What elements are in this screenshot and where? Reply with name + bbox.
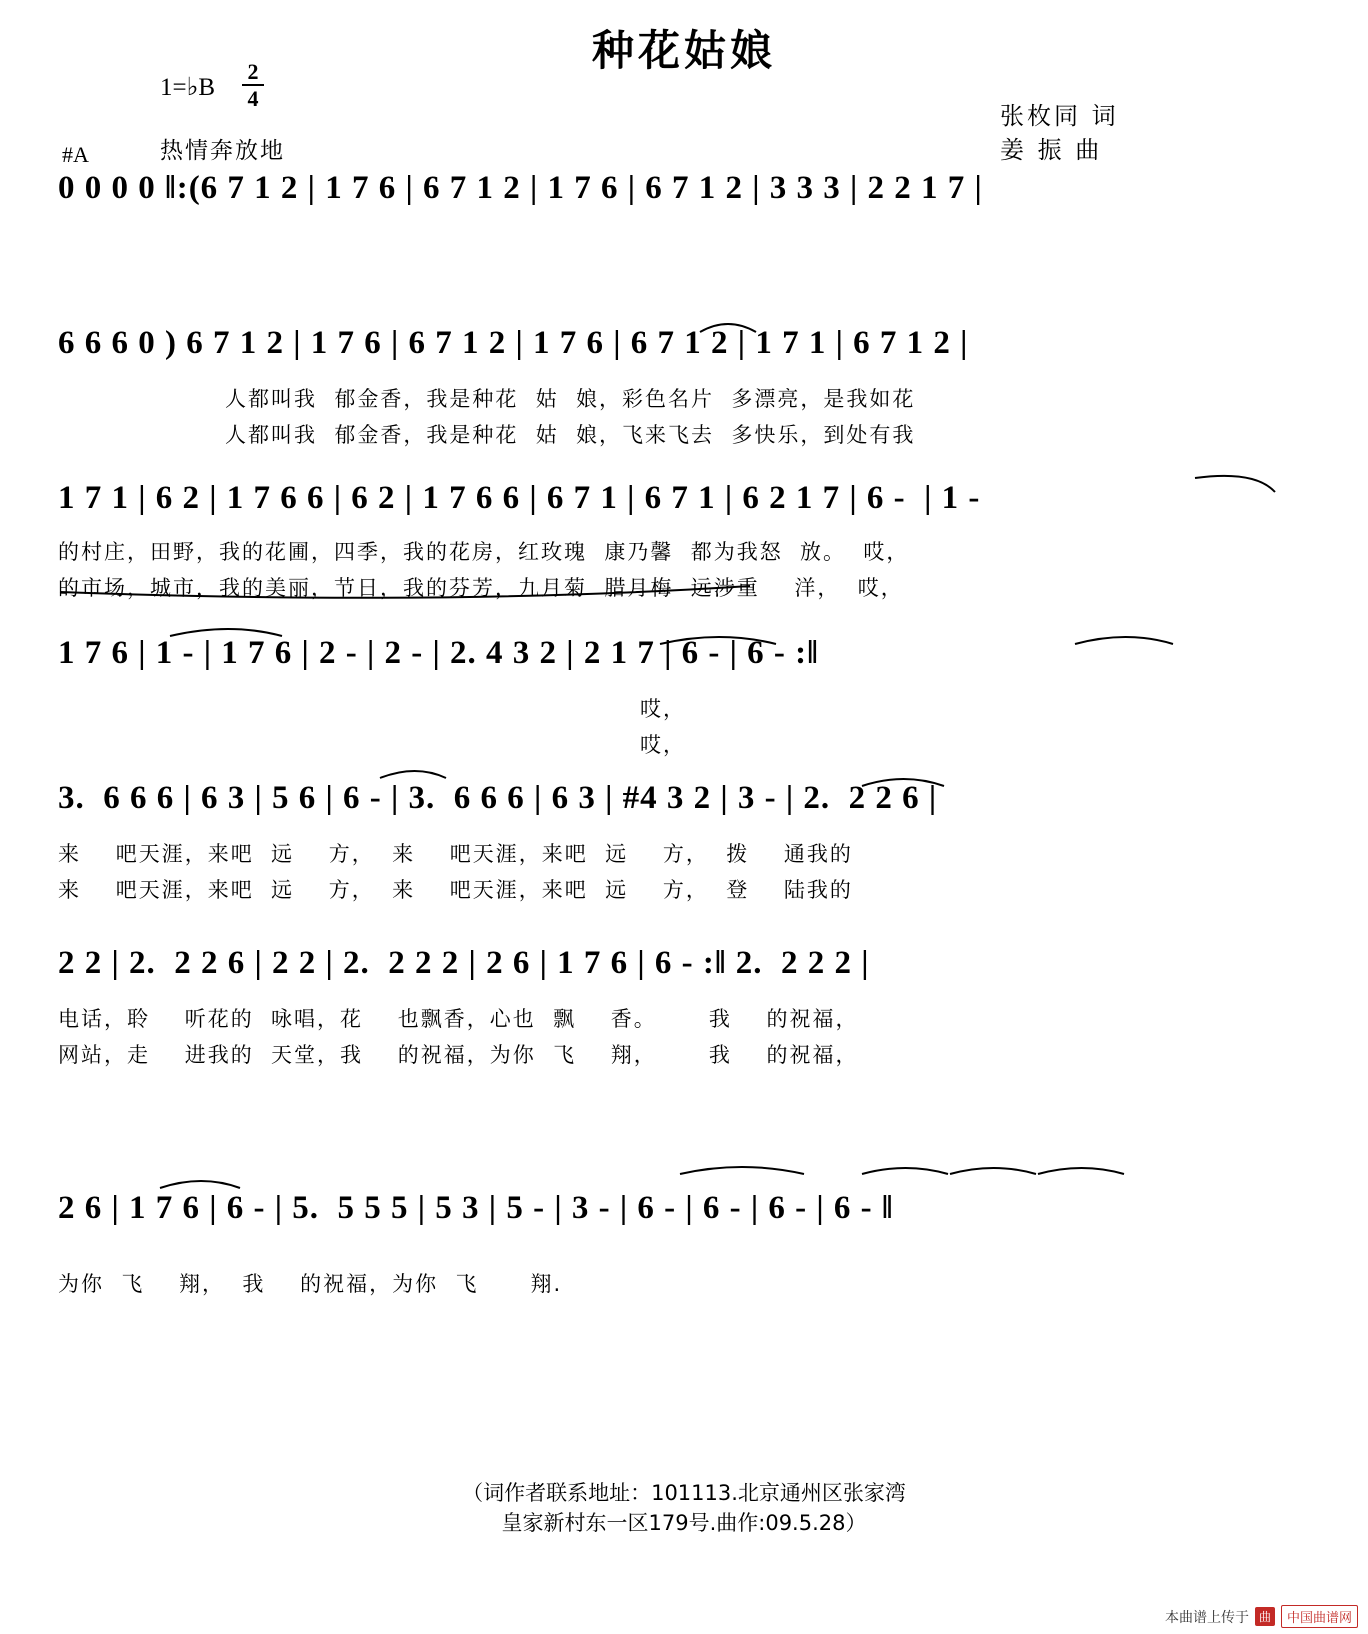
lyric-line: 人都叫我 郁金香，我是种花 姑 娘，彩色名片 多漂亮，是我如花 [225,387,916,411]
lyricist-credit: 张枚同 词 [1000,102,1119,130]
chord-mark: #A [62,142,89,167]
note-row: 3. 6 6 6 | 6 3 | 5 6 | 6 - | 3. 6 6 6 | 6 3 | #4 3 2 | 3 - | 2. 2 2 6 | [58,780,938,816]
watermark [1165,1605,1358,1628]
lyric-line: 的市场，城市，我的美丽，节日，我的芬芳，九月菊 腊月梅 远涉重 洋， 哎， [58,576,904,600]
time-signature [236,60,270,110]
key-signature: 1=♭B [160,74,216,101]
lyric-line: 电话，聆 听花的 咏唱，花 也飘香，心也 飘 香。 我 的祝福， [58,1007,859,1031]
note-row: 1 7 1 | 6 2 | 1 7 6 6 | 6 2 | 1 7 6 6 | 6 7 1 | 6 7 1 | 6 2 1 7 | 6 - | 1 - [58,480,981,516]
footer-line-2: 皇家新村东一区179号.曲作:09.5.28） [501,1511,867,1536]
lyric-line: 来 吧天涯，来吧 远 方， 来 吧天涯，来吧 远 方， 拨 通我的 [58,842,853,866]
watermark-badge-icon: 曲 [1255,1607,1275,1626]
lyric-line: 的村庄，田野，我的花圃，四季，我的花房，红玫瑰 康乃馨 都为我怒 放。 哎， [58,540,910,564]
watermark-text: 本曲谱上传于 [1164,1609,1249,1626]
footer-line-1: （词作者联系地址：101113.北京通州区张家湾 [462,1481,906,1505]
lyric-line: 来 吧天涯，来吧 远 方， 来 吧天涯，来吧 远 方， 登 陆我的 [58,878,853,902]
note-row: 1 7 6 | 1 - | 1 7 6 | 2 - | 2 - | 2. 4 3 2 | 2 1 7 | 6 - | 6 - :‖ [58,635,819,671]
tempo-marking: 热情奔放地 [160,138,285,164]
footer-contact-note [0,1478,1368,1539]
note-row: 2 2 | 2. 2 2 6 | 2 2 | 2. 2 2 2 | 2 6 | 1 7 6 | 6 - :‖ 2. 2 2 2 | [58,945,870,981]
note-row: 2 6 | 1 7 6 | 6 - | 5. 5 5 5 | 5 3 | 5 - | 3 - | 6 - | 6 - | 6 - | 6 - ‖ [58,1190,894,1226]
lyric-line: 人都叫我 郁金香，我是种花 姑 娘，飞来飞去 多快乐，到处有我 [225,423,916,447]
lyric-line: 网站，走 进我的 天堂，我 的祝福，为你 飞 翔， 我 的祝福， [58,1043,859,1067]
lyric-line: 哎， [640,697,686,721]
lyric-line: 为你 飞 翔， 我 的祝福，为你 飞 翔. [58,1272,563,1296]
page-title: 种花姑娘 [591,26,776,75]
time-signature-numerator: 2 [247,59,259,84]
note-row: 0 0 0 0 ‖:(6 7 1 2 | 1 7 6 | 6 7 1 2 | 1 7 6 | 6 7 1 2 | 3 3 3 | 2 2 1 7 | [58,170,983,206]
note-row: 6 6 6 0 ) 6 7 1 2 | 1 7 6 | 6 7 1 2 | 1 7 6 | 6 7 1 2 | 1 7 1 | 6 7 1 2 | [58,325,969,361]
watermark-site-name: 中国曲谱网 [1281,1605,1358,1628]
composer-credit: 姜 振 曲 [1000,136,1103,164]
time-signature-denominator: 4 [247,86,259,112]
lyric-line: 哎， [640,733,686,757]
